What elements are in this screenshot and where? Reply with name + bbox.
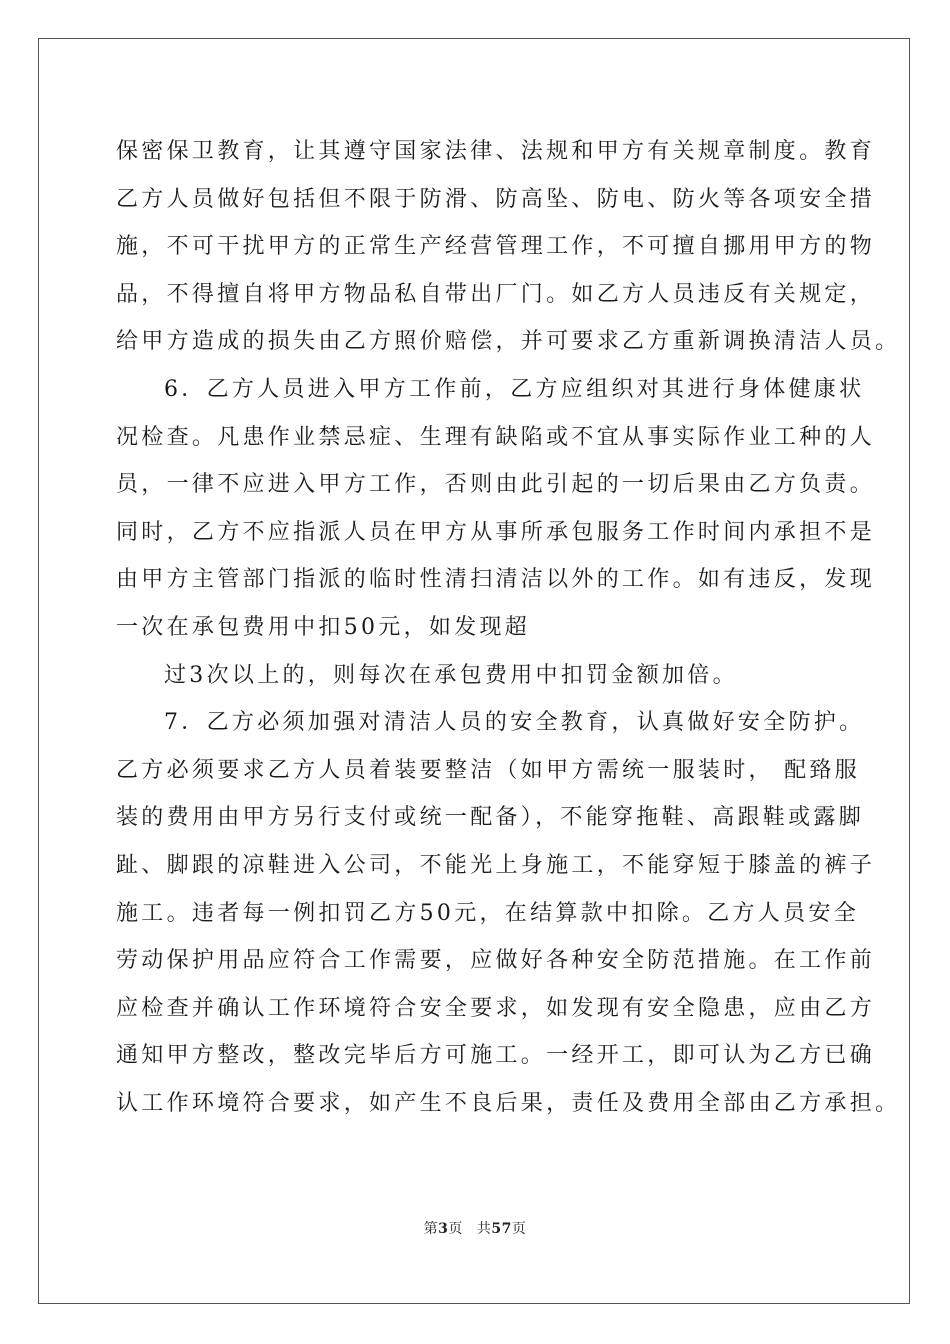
text-line: 一次在承包费用中扣50元，如发现超 [116,614,531,640]
document-body [116,128,901,1127]
text-line: 乙方人员做好包括但不限于防滑、防高坠、防电、防火等各项安全措 [116,186,876,212]
page-number: 3 [438,1221,449,1237]
text-line: 保密保卫教育，让其遵守国家法律、法规和甲方有关规章制度。教育 [116,139,876,164]
text-line: 6．乙方人员进入甲方工作前，乙方应组织对其进行身体健康状 [164,376,865,402]
text-line: 7．乙方必须加强对清洁人员的安全教育，认真做好安全防护。 [164,710,865,736]
text-line: 同时，乙方不应指派人员在甲方从事所承包服务工作时间内承担不是 [116,519,876,545]
total-suffix: 页 [511,1221,527,1237]
text-line: 乙方必须要求乙方人员着装要整洁（如甲方需统一服装时， 配臵服 [116,757,860,783]
text-line: 认工作环境符合要求，如产生不良后果，责任及费用全部由乙方承担。 [116,1090,901,1116]
text-line: 趾、脚跟的凉鞋进入公司，不能光上身施工，不能穿短于膝盖的裤子 [116,852,876,878]
page-suffix: 页 [448,1221,463,1237]
page-footer [0,1218,950,1238]
text-line: 况检查。凡患作业禁忌症、生理有缺陷或不宜从事实际作业工种的人 [116,424,876,450]
total-pages: 57 [491,1221,512,1237]
total-prefix: 共 [476,1221,492,1237]
text-line: 由甲方主管部门指派的临时性清扫清洁以外的工作。如有违反，发现 [116,567,876,593]
text-line: 员，一律不应进入甲方工作，否则由此引起的一切后果由乙方负责。 [116,472,876,498]
page-prefix: 第 [423,1221,439,1237]
text-line: 应检查并确认工作环境符合安全要求，如发现有安全隐患，应由乙方 [116,995,876,1021]
text-line: 施工。违者每一例扣罚乙方50元，在结算款中扣除。乙方人员安全 [116,900,859,926]
text-line: 给甲方造成的损失由乙方照价赔偿，并可要求乙方重新调换清洁人员。 [116,329,901,355]
text-line: 品，不得擅自将甲方物品私自带出厂门。如乙方人员违反有关规定， [116,281,876,307]
text-line: 通知甲方整改，整改完毕后方可施工。一经开工，即可认为乙方已确 [116,1043,876,1069]
text-line: 装的费用由甲方另行支付或统一配备），不能穿拖鞋、高跟鞋或露脚 [116,805,865,831]
text-line: 过3次以上的，则每次在承包费用中扣罚金额加倍。 [164,662,738,688]
text-line: 劳动保护用品应符合工作需要，应做好各种安全防范措施。在工作前 [116,948,876,974]
text-line: 施，不可干扰甲方的正常生产经营管理工作，不可擅自挪用甲方的物 [116,234,876,260]
